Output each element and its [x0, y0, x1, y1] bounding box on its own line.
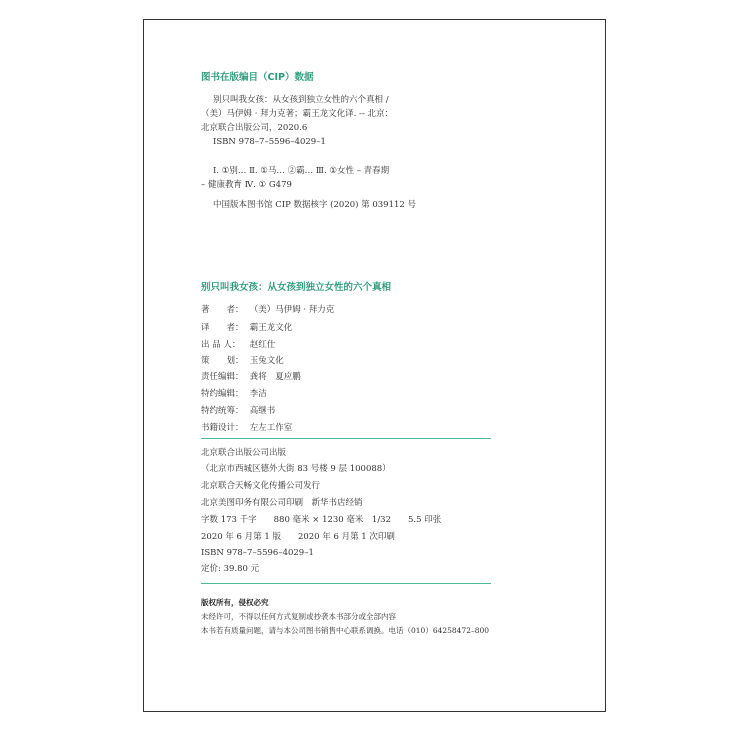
copyright-heading: 版权所有，侵权必究: [201, 598, 269, 607]
cip-line: 北京联合出版公司，2020.6: [201, 123, 308, 133]
book-title: 别只叫我女孩：从女孩到独立女性的六个真相: [201, 282, 392, 293]
divider-rule: [201, 438, 491, 439]
credit-value: 玉兔文化: [249, 356, 284, 366]
credit-row: [201, 303, 334, 315]
credit-row: [201, 421, 292, 433]
divider-rule: [201, 583, 491, 584]
credit-value: 高继书: [249, 406, 276, 416]
credit-label: 译 者：: [201, 323, 244, 333]
publication-line: 北京联合出版公司出版: [201, 448, 287, 458]
credit-label: 书籍设计：: [201, 423, 244, 433]
credit-row: [201, 404, 275, 416]
credit-row: [201, 321, 292, 333]
credit-label: 特约编辑：: [201, 389, 244, 399]
credit-value: （美）马伊姆 · 拜力克: [249, 305, 335, 315]
cip-heading: 图书在版编目（CIP）数据: [201, 72, 314, 83]
credit-label: 责任编辑：: [201, 372, 244, 382]
credit-label: 策 划：: [201, 356, 244, 366]
cip-line: （美）马伊姆 · 拜力克著；霸王龙文化译. -- 北京：: [201, 109, 393, 119]
credit-value: 左左工作室: [249, 423, 293, 433]
publication-line: （北京市西城区德外大街 83 号楼 9 层 100088）: [201, 464, 391, 474]
credit-row: [201, 338, 275, 350]
publication-isbn: ISBN 978–7–5596–4029–1: [201, 548, 314, 558]
publication-price: 定价: 39.80 元: [201, 564, 260, 574]
copyright-page: [143, 19, 606, 712]
credit-label: 出 品 人：: [201, 340, 241, 350]
copyright-line: 未经许可，不得以任何方式复制或抄袭本书部分或全部内容: [201, 612, 396, 621]
publication-line: 字数 173 千字 880 毫米 × 1230 毫米 1/32 5.5 印张: [201, 515, 442, 525]
credit-value: 龚将 夏应鹏: [249, 372, 301, 382]
credit-label: 特约统筹：: [201, 406, 244, 416]
cip-number: 中国版本图书馆 CIP 数据核字 (2020) 第 039112 号: [213, 200, 417, 210]
credit-value: 霸王龙文化: [249, 323, 293, 333]
credit-row: [201, 387, 267, 399]
publication-line: 北京联合天畅文化传播公司发行: [201, 481, 321, 491]
credit-row: [201, 354, 284, 366]
cip-line: 别只叫我女孩：从女孩到独立女性的六个真相 /: [213, 95, 389, 105]
cip-class-line: – 健康教育 Ⅳ. ① G479: [201, 180, 292, 190]
cip-isbn: ISBN 978–7–5596–4029–1: [213, 137, 326, 147]
credit-label: 著 者：: [201, 305, 244, 315]
credit-value: 赵红仕: [249, 340, 276, 350]
publication-line: 2020 年 6 月第 1 版 2020 年 6 月第 1 次印刷: [201, 532, 395, 542]
cip-class-line: Ⅰ. ①别… Ⅱ. ①马… ②霸… Ⅲ. ①女性 – 青春期: [213, 166, 390, 176]
copyright-line: 本书若有质量问题，请与本公司图书销售中心联系调换。电话（010）64258472–800: [201, 626, 490, 635]
publication-line: 北京美图印务有限公司印刷 新华书店经销: [201, 498, 363, 508]
credit-value: 李洁: [249, 389, 267, 399]
credit-row: [201, 370, 301, 382]
